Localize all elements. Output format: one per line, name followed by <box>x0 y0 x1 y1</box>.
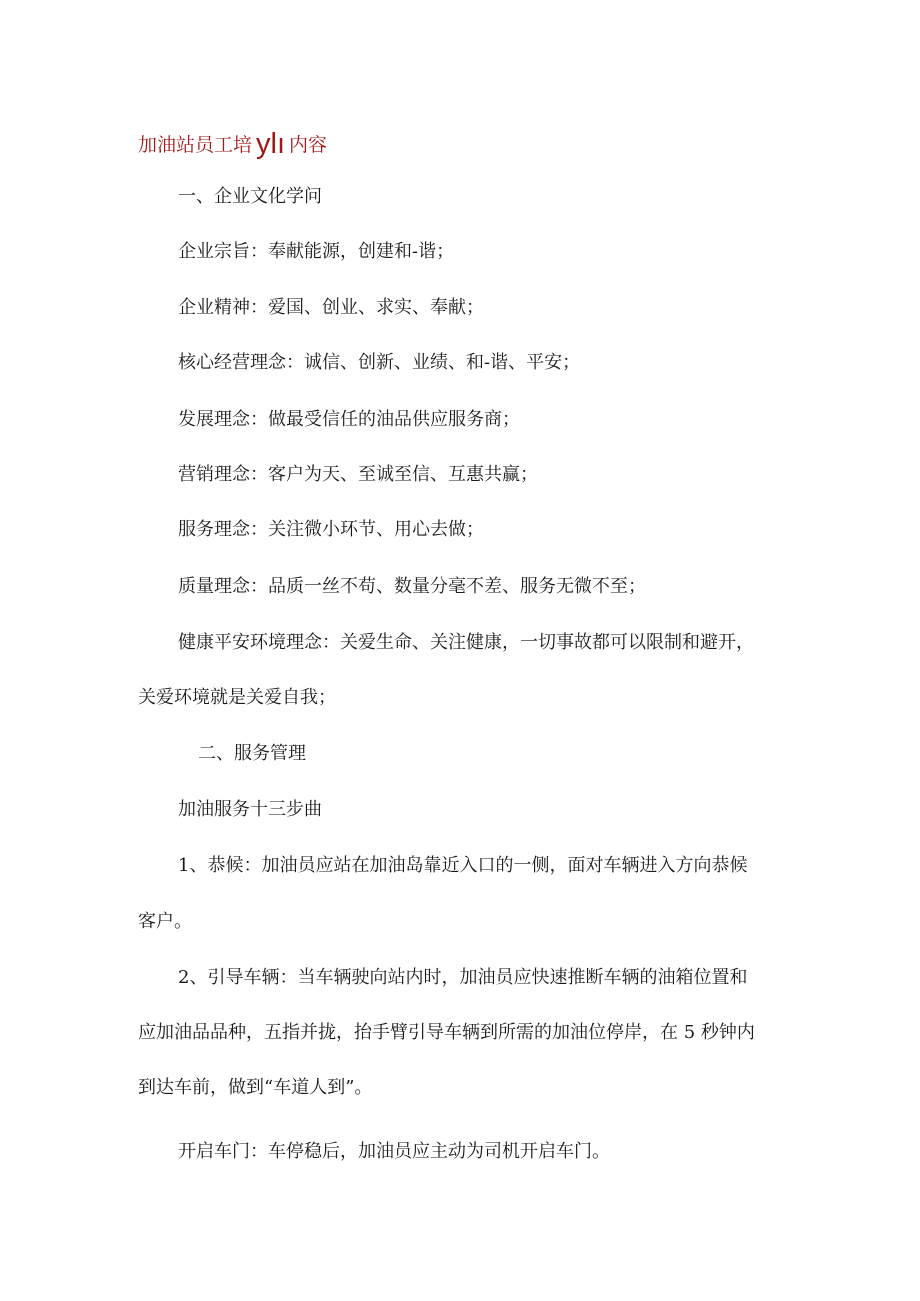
paragraph-core-philosophy: 核心经营理念：诚信、创新、业绩、和-谐、平安； <box>178 352 581 373</box>
paragraph-spirit: 企业精神：爱国、创业、求实、奉献； <box>178 297 484 318</box>
paragraph-service-philosophy: 服务理念：关注微小环节、用心去做； <box>178 519 484 540</box>
document-title <box>138 128 327 161</box>
step-1-line-1: 1、恭候：加油员应站在加油岛靠近入口的一侧，面对车辆进入方向恭候 <box>178 855 748 876</box>
title-part-1: 加油站员工培 <box>138 134 253 156</box>
paragraph-development: 发展理念：做最受信任的油品供应服务商； <box>178 409 520 430</box>
step-2-line-3: 到达车前，做到“车道人到”。 <box>138 1077 373 1098</box>
paragraph-marketing: 营销理念：客户为天、至诚至信、互惠共赢； <box>178 464 538 485</box>
title-garbled-text: ylı <box>256 128 286 160</box>
paragraph-open-door: 开启车门：车停稳后，加油员应主动为司机开启车门。 <box>178 1141 610 1162</box>
paragraph-hse-line-2: 关爱环境就是关爱自我； <box>138 687 336 708</box>
paragraph-mission: 企业宗旨：奉献能源，创建和-谐； <box>178 241 455 262</box>
section-heading-service: 二、服务管理 <box>198 743 306 764</box>
section-heading-culture: 一、企业文化学问 <box>178 186 322 207</box>
step-1-line-2: 客户。 <box>138 911 192 932</box>
paragraph-thirteen-steps: 加油服务十三步曲 <box>178 799 322 820</box>
step-2-line-2: 应加油品品种，五指并拢，抬手臂引导车辆到所需的加油位停岸，在 5 秒钟内 <box>138 1022 755 1043</box>
title-part-2: 内容 <box>289 134 328 156</box>
paragraph-quality: 质量理念：品质一丝不苟、数量分毫不差、服务无微不至； <box>178 576 646 597</box>
paragraph-hse-line-1: 健康平安环境理念：关爱生命、关注健康，一切事故都可以限制和避开， <box>178 632 754 653</box>
step-2-line-1: 2、引导车辆：当车辆驶向站内时，加油员应快速推断车辆的油箱位置和 <box>178 967 748 988</box>
